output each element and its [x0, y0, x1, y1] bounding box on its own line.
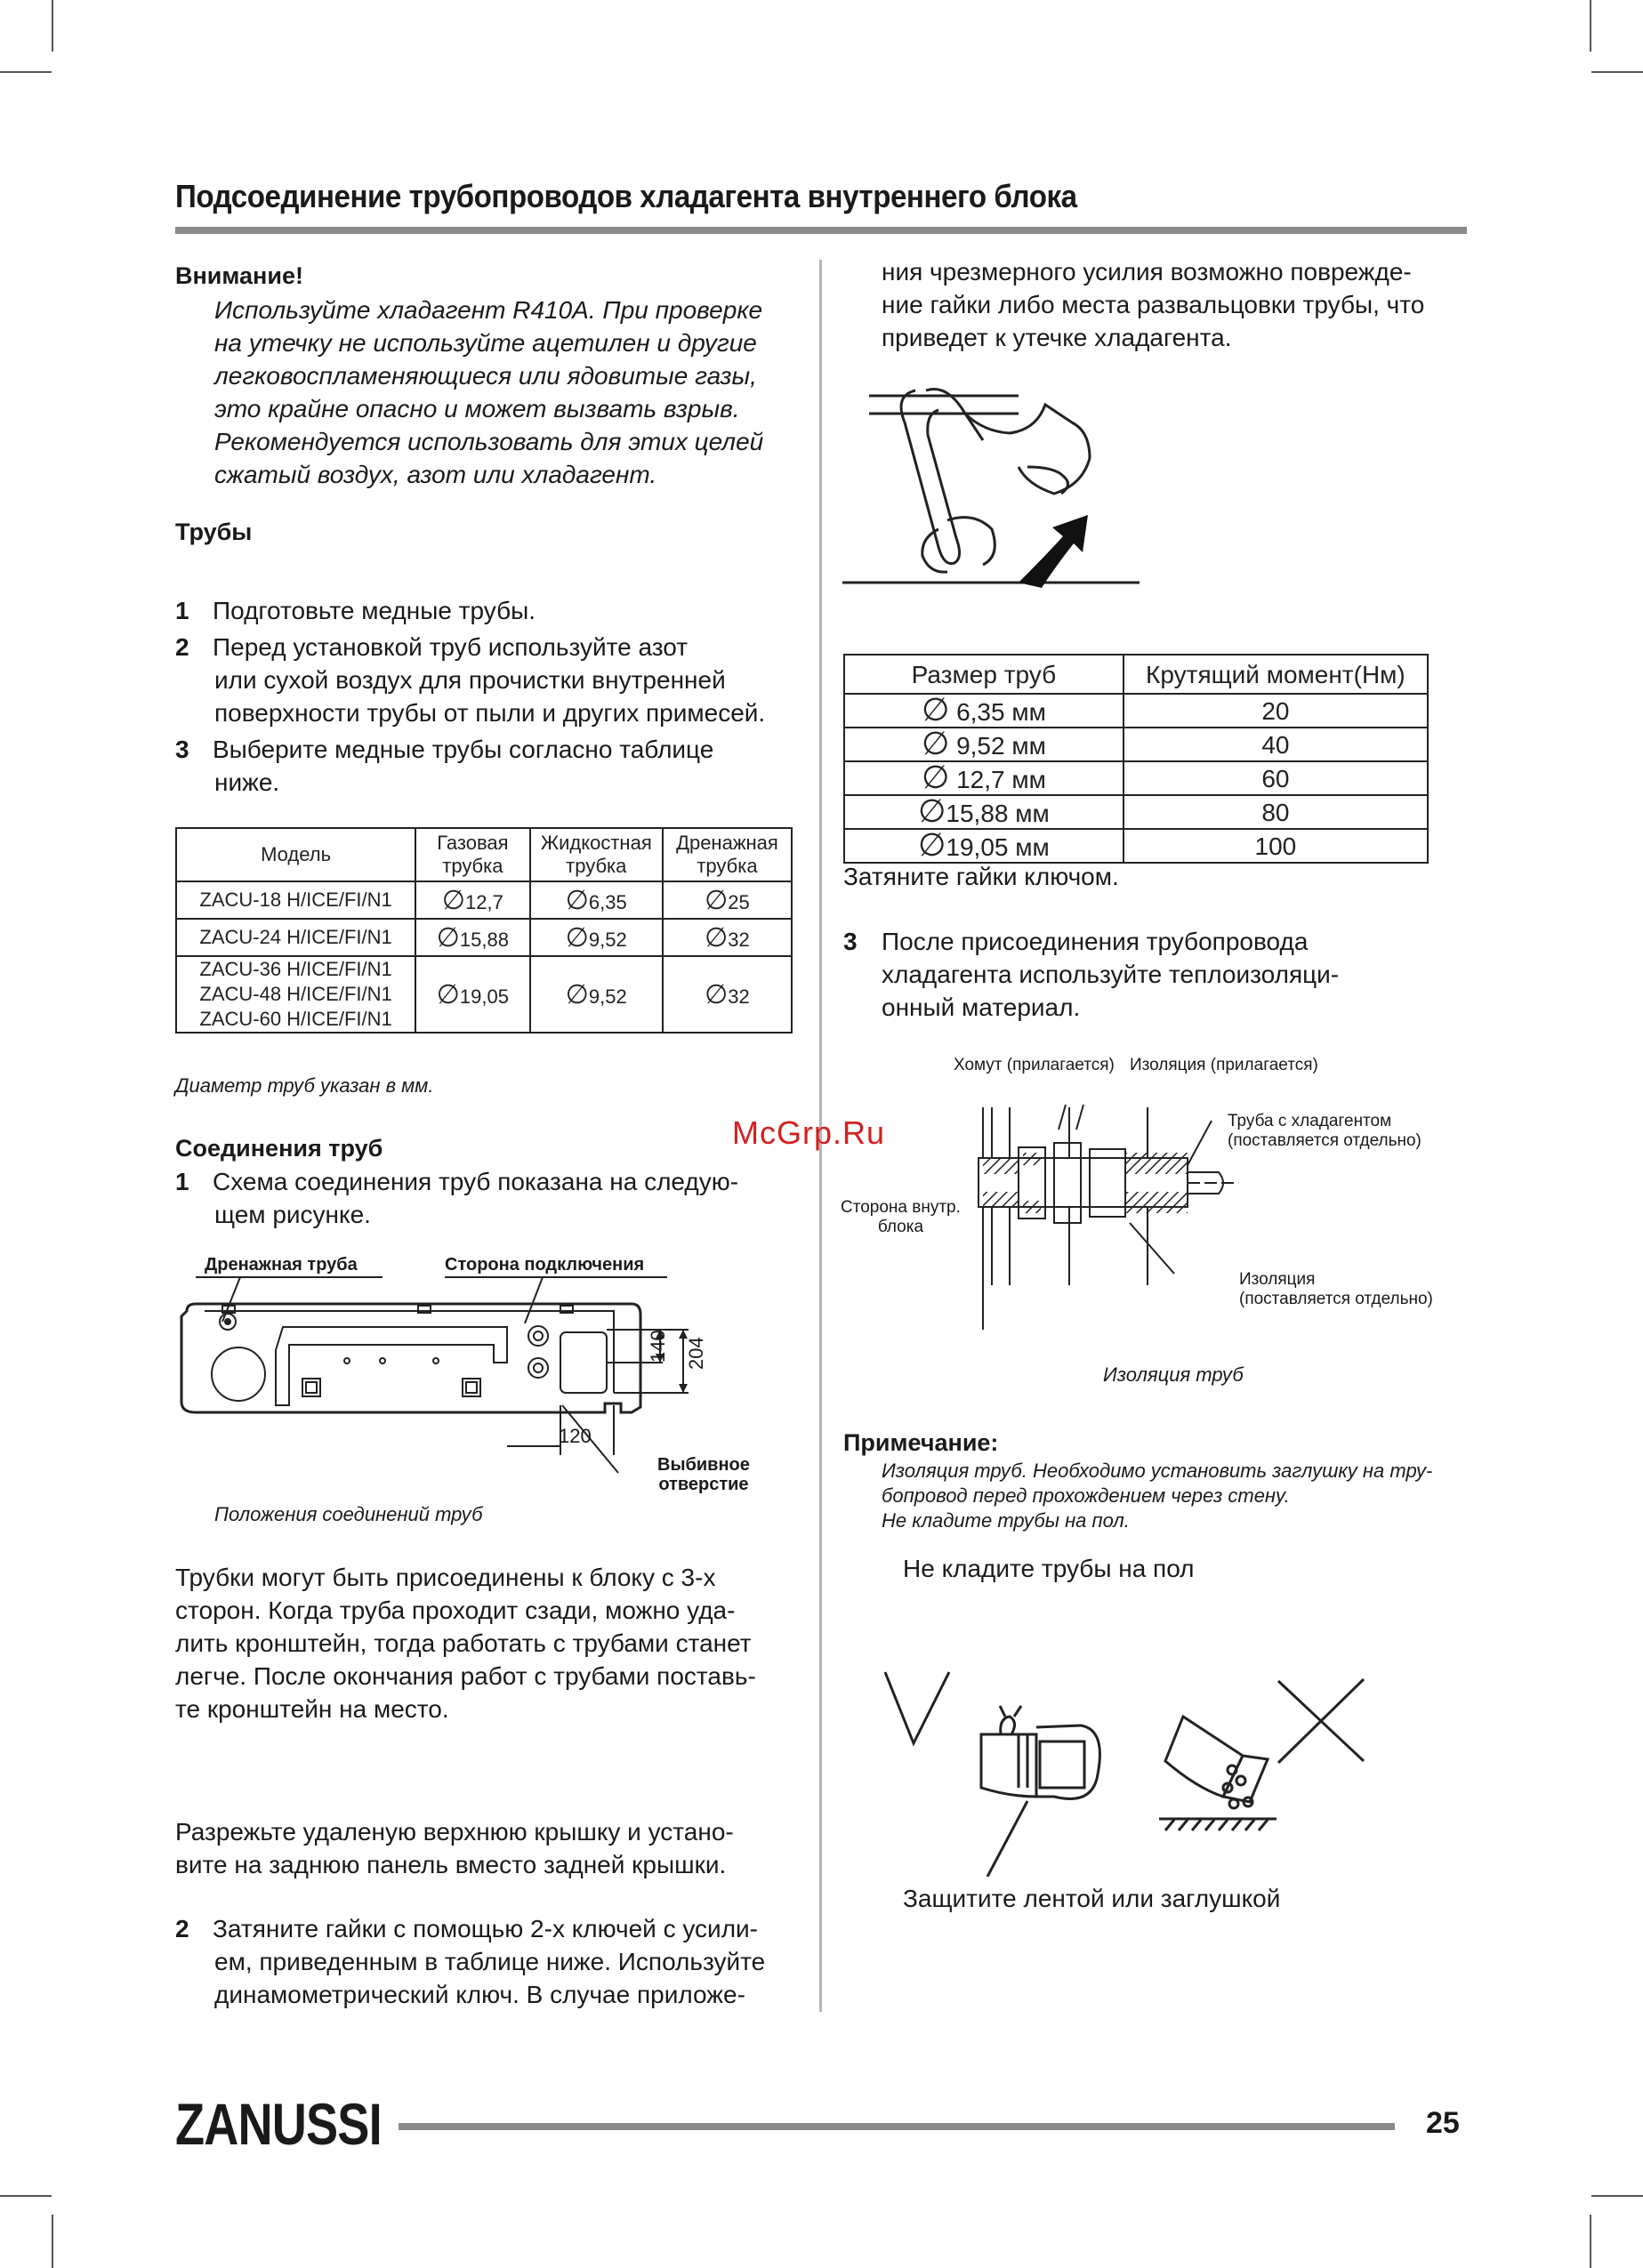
- paragraph-cover: Разрежьте удаленую верхнюю крышку и устано- вите на заднюю панель вместо задней крышки.: [175, 1818, 734, 1878]
- zanussi-logo: ZANUSSI: [175, 2091, 382, 2157]
- crop-mark: [1591, 71, 1643, 73]
- steps-list: [175, 594, 816, 799]
- page-title: Подсоединение трубопроводов хладагента внутреннего блока: [175, 178, 1077, 214]
- table-header: Жидкостная трубка: [530, 828, 663, 881]
- wrench-illustration: [841, 378, 1143, 618]
- table-row: ZACU-24 H/ICE/FI/N1 ∅15,88 ∅9,52 ∅32: [176, 919, 792, 956]
- step-item: 2 Перед установкой труб используйте азот или сухой воздух для прочистки внутренней поверхности трубы от пыли и других примесей.: [175, 633, 766, 727]
- torque-table: [843, 654, 1429, 864]
- table-note: Диаметр труб указан в мм.: [175, 1074, 434, 1097]
- diagram-caption: Положения соединений труб: [214, 1503, 483, 1525]
- tighten-note: Затяните гайки ключом.: [843, 863, 1119, 890]
- table-row: ∅ 12,7 мм 60: [844, 761, 1428, 795]
- crop-mark: [52, 2215, 53, 2268]
- label-drain-pipe: Дренажная труба: [205, 1255, 358, 1275]
- label-insulation-separate: Изоляция (поставляется отдельно): [1239, 1270, 1433, 1308]
- step-item: 1 Подготовьте медные трубы.: [175, 597, 536, 624]
- label-connection-side: Сторона подключения: [445, 1255, 645, 1275]
- step-3-insulation: 3 После присоединения трубопровода хладагента используйте теплоизоляци- онный материал.: [843, 928, 1340, 1021]
- connections-heading: Соединения труб: [175, 1135, 383, 1162]
- crop-mark: [0, 2195, 52, 2197]
- table-header: Крутящий момент(Нм): [1124, 655, 1428, 694]
- watermark: McGrp.Ru: [732, 1114, 886, 1151]
- warning-heading: Внимание!: [175, 262, 303, 289]
- pipe-size-table: [175, 827, 793, 1033]
- label-knockout: Выбивное отверстие: [657, 1455, 750, 1494]
- table-row: ∅ 9,52 мм 40: [844, 728, 1428, 761]
- warning-line: это крайне опасно и может вызвать взрыв.: [214, 395, 740, 422]
- warning-line: сжатый воздух, азот или хладагент.: [214, 461, 657, 488]
- continued-text: ния чрезмерного усилия возможно поврежде- ние гайки либо места развальцовки трубы, что приведет к утечке хладагента.: [882, 258, 1425, 351]
- no-floor-label: Не кладите трубы на пол: [903, 1555, 1195, 1582]
- step-item: 3 Выберите медные трубы согласно таблице ниже.: [175, 736, 714, 796]
- crop-mark: [1590, 2215, 1591, 2268]
- table-row: ZACU-18 H/ICE/FI/N1 ∅12,7 ∅6,35 ∅25: [176, 881, 792, 919]
- crop-mark: [0, 71, 52, 73]
- table-row: ∅19,05 мм 100: [844, 829, 1428, 863]
- pipes-heading: Трубы: [175, 519, 253, 545]
- label-refrigerant-pipe: Труба с хладагентом (поставляется отдельно): [1228, 1112, 1422, 1150]
- warning-line: легковоспламеняющиеся или ядовитые газы,: [214, 362, 757, 390]
- warning-line: Используйте хладагент R410A. При проверке: [214, 296, 763, 324]
- table-row: ZACU-36 H/ICE/FI/N1 ZACU-48 H/ICE/FI/N1 ZACU-60 H/ICE/FI/N1 ∅19,05 ∅9,52 ∅32: [176, 956, 792, 1033]
- table-header: Размер труб: [844, 655, 1124, 694]
- warning-line: на утечку не используйте ацетилен и другие: [214, 329, 757, 357]
- table-header: Модель: [176, 828, 415, 881]
- title-divider: [175, 227, 1467, 234]
- insulation-diagram: [970, 1067, 1263, 1334]
- dim-204: 204: [685, 1337, 707, 1370]
- label-indoor-side: Сторона внутр. блока: [841, 1198, 961, 1236]
- note-text: Изоляция труб. Необходимо установить заглушку на тру- бопровод перед прохождением через стену. Не кладите трубы на пол.: [882, 1460, 1433, 1532]
- pipe-protection-illustration: [876, 1663, 1374, 1877]
- dim-120: 120: [559, 1425, 592, 1447]
- paragraph-connection-sides: Трубки могут быть присоединены к блоку с 3-х сторон. Когда труба проходит сзади, можно уда- лить кронштейн, тогда работать с трубами станет легче. После окончания работ с трубами поставь- те кронштейн на место.: [175, 1564, 756, 1723]
- crop-mark: [52, 0, 53, 52]
- conn-step: 1 Схема соединения труб показана на следую- щем рисунке.: [175, 1168, 739, 1228]
- check-mark-icon: [885, 1672, 949, 1743]
- cross-mark-icon: [1278, 1679, 1364, 1763]
- table-header: Дренажная трубка: [663, 828, 792, 881]
- crop-mark: [1591, 2195, 1643, 2197]
- crop-mark: [1590, 0, 1591, 52]
- dim-140: 140: [647, 1330, 669, 1363]
- table-row: ∅15,88 мм 80: [844, 795, 1428, 829]
- protect-label: Защитите лентой или заглушкой: [903, 1885, 1281, 1912]
- step-2-tighten: 2 Затяните гайки с помощью 2-х ключей с усили- ем, приведенным в таблице ниже. Используйте динамометрический ключ. В случае приложе-: [175, 1915, 766, 2008]
- page-number: 25: [1426, 2106, 1460, 2140]
- warning-line: Рекомендуется использовать для этих целей: [214, 428, 764, 455]
- table-row: ∅ 6,35 мм 20: [844, 694, 1428, 728]
- footer-divider: [399, 2123, 1395, 2130]
- label-insulation-included: Изоляция (прилагается): [1130, 1056, 1318, 1074]
- table-header: Газовая трубка: [415, 828, 530, 881]
- note-heading: Примечание:: [843, 1429, 999, 1456]
- insulation-caption: Изоляция труб: [1103, 1363, 1244, 1386]
- warning-text: [214, 294, 763, 491]
- label-clamp: Хомут (прилагается): [954, 1056, 1115, 1074]
